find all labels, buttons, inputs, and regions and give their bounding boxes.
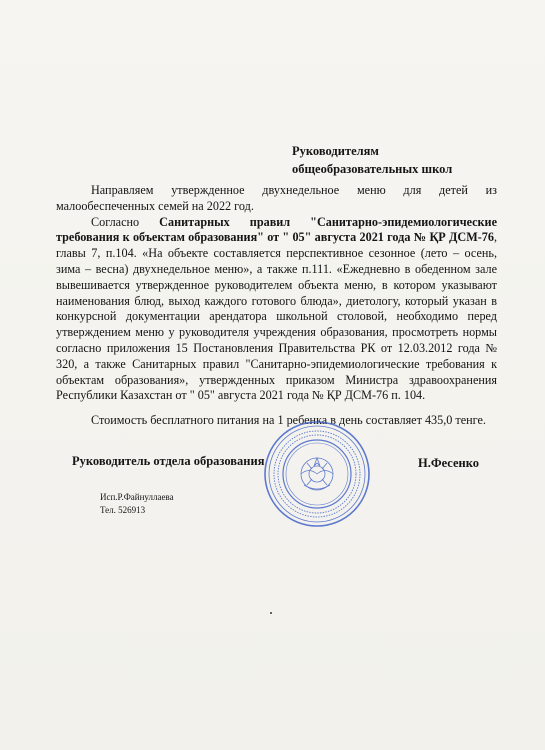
regulation-title: Санитарных правил "Санитарно-эпидемиологические требования к объектам образования" от " 05" августа 2021 года № ҚР ДСМ-76 <box>56 214 497 245</box>
paragraph-cost: Стоимость бесплатного питания на 1 ребенка в день составляет 435,0 тенге. <box>91 413 486 428</box>
executor-name: Исп.Р.Файнуллаева <box>100 492 174 502</box>
paragraph-intro: Направляем утвержденное двухнедельное меню для детей из малообеспеченных семей на 2022 год. <box>56 183 497 213</box>
paragraph-regulation <box>56 215 497 405</box>
executor-phone: Тел. 526913 <box>100 505 146 515</box>
page-speck <box>270 612 272 614</box>
regulation-details: , главы 7, п.104. «На объекте составляется перспективное сезонное (лето – осень, зима – весна) двухнедельное меню», а также п.111. «Ежедневно в обеденном зале вывешивается утвержденное руководителем объекта меню, в котором указывают наименования блюд, выход каждого готового блюда», диетологу, который указан в конкурсной документации арендатора школьной столовой, необходимо перед утверждением меню у руководителя учреждения образования, просмотреть нормы согласно приложения 15 Постановления Правительства РК от 12.03.2012 года № 320, а также Санитарных правил "Санитарно-эпидемиологические требования к объектам образования», утвержденных приказом Министра здравоохранения Республики Казахстан от " 05" августа 2021 года № ҚР ДСМ-76 п. 104. <box>56 230 497 403</box>
official-stamp <box>262 419 372 529</box>
addressee-line-2: общеобразовательных школ <box>292 162 453 176</box>
addressee-line-1: Руководителям <box>292 144 379 158</box>
executor-block <box>100 491 174 517</box>
signatory-position: Руководитель отдела образования <box>72 454 265 468</box>
signatory-name: Н.Фесенко <box>418 456 480 470</box>
addressee-block <box>292 142 452 178</box>
letter-body <box>56 183 497 429</box>
emblem-icon <box>301 458 333 490</box>
regulation-lead: Согласно <box>91 214 140 229</box>
